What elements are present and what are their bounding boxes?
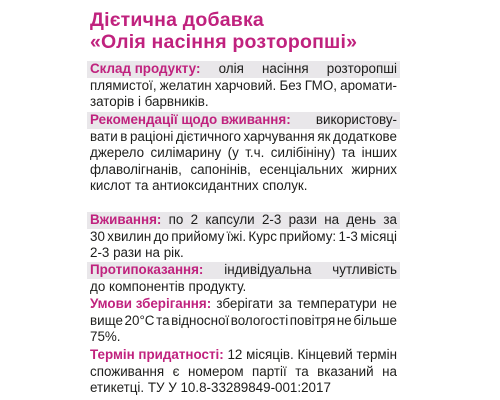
body-word: додаткове: [333, 128, 397, 144]
section-contraindications: [90, 262, 397, 295]
body-word: етикетці. ТУ У 10.8-33289849-001:2017: [90, 380, 331, 396]
body-word: споживання: [90, 363, 165, 379]
text-line: [90, 178, 397, 195]
body-word: до компонентів продукту.: [90, 278, 247, 294]
text-line: [90, 94, 397, 111]
text-line: [90, 162, 397, 179]
body-word: є: [172, 363, 180, 379]
text-line: [90, 112, 397, 129]
body-word: силімарину: [150, 145, 222, 161]
body-word: плямистої,: [90, 77, 157, 93]
section-composition: [90, 61, 397, 111]
body-word: прийому: [171, 228, 225, 244]
text-line: [90, 313, 397, 330]
body-word: та: [341, 145, 356, 161]
body-word: термін: [356, 347, 397, 362]
body-word: більше: [353, 312, 397, 328]
body-word: та: [156, 312, 170, 328]
body-word: насіння: [262, 61, 309, 76]
text-line: [90, 145, 397, 162]
body-word: олія: [218, 61, 244, 76]
body-word: вище: [90, 312, 123, 328]
body-word: партії: [252, 363, 287, 379]
body-word: вказаний: [317, 363, 374, 379]
body-word: номером: [187, 363, 244, 379]
text-line: [90, 279, 397, 296]
body-word: ГМО,: [304, 77, 337, 93]
text-line: [90, 329, 397, 346]
body-word: місяців.: [246, 347, 294, 362]
section-label: Рекомендації щодо вживання:: [90, 112, 291, 127]
body-word: раціоні: [129, 128, 174, 144]
text-line: [90, 229, 397, 246]
section-usage: [90, 212, 397, 262]
product-name-heading: «Олія насіння розторопші»: [90, 31, 358, 53]
body-word: температури: [297, 296, 377, 311]
body-word: зберігати: [216, 296, 274, 311]
body-word: в: [120, 128, 128, 144]
body-word: харчування: [243, 128, 315, 144]
body-word: аромати-: [340, 77, 397, 93]
body-word: використову-: [315, 112, 397, 127]
body-word: 20°С: [124, 312, 155, 328]
body-word: індивідуальна: [224, 262, 312, 277]
body-word: та: [295, 363, 309, 379]
text-line: [90, 380, 397, 397]
body-word: 2-3: [261, 212, 282, 227]
body-word: до: [153, 228, 169, 244]
body-word: рази: [288, 212, 317, 227]
body-word: 1-3: [338, 228, 358, 244]
body-word: джерело: [90, 145, 145, 161]
body-word: 2: [190, 212, 199, 227]
text-line: [90, 364, 397, 381]
text-line: [90, 129, 397, 146]
body-word: не: [336, 312, 352, 328]
body-word: жирних: [351, 161, 397, 177]
text-line: [90, 296, 397, 313]
body-word: день: [346, 212, 377, 227]
body-word: чутливість: [332, 262, 397, 277]
body-word: як: [317, 128, 331, 144]
body-word: флаволігнанів,: [90, 161, 182, 177]
body-word: капсули: [205, 212, 255, 227]
body-word: повітря: [289, 312, 336, 328]
body-word: по: [168, 212, 184, 227]
section-storage: [90, 296, 397, 346]
body-word: Курс: [248, 228, 277, 244]
body-word: кислот та антиоксидантних сполук.: [90, 178, 308, 194]
body-word: дієтичного: [175, 128, 241, 144]
body-word: вати: [90, 128, 118, 144]
body-word: сапонінів,: [190, 161, 251, 177]
body-word: (у: [227, 145, 239, 161]
body-word: за: [278, 296, 292, 311]
body-word: 2-3 рази на рік.: [90, 245, 184, 261]
section-label: Протипоказання:: [90, 262, 204, 277]
text-line: [90, 347, 397, 364]
section-label: Вживання:: [90, 212, 162, 227]
section-recommendations: [90, 112, 397, 195]
body-word: прийому:: [279, 228, 337, 244]
body-word: вологості: [230, 312, 289, 328]
body-word: хвилин: [107, 228, 152, 244]
body-word: 30: [90, 228, 105, 244]
body-word: на: [324, 212, 340, 227]
product-type-heading: Дієтична добавка: [90, 9, 264, 31]
body-word: 75%.: [90, 329, 121, 345]
body-word: есенціальних: [259, 161, 343, 177]
text-line: [90, 61, 397, 78]
section-label: Склад продукту:: [90, 61, 201, 76]
body-word: силібініну): [270, 145, 336, 161]
body-word: желатин: [159, 77, 212, 93]
text-line: [90, 245, 397, 262]
body-word: заторів і барвників.: [90, 94, 209, 110]
body-word: на: [382, 363, 397, 379]
text-line: [90, 262, 397, 279]
body-word: Кінцевий: [297, 347, 353, 362]
body-word: інших: [361, 145, 397, 161]
body-word: т.ч.: [245, 145, 265, 161]
body-word: відносної: [171, 312, 230, 328]
body-word: розторопші: [326, 61, 397, 76]
body-word: 12: [227, 347, 243, 362]
text-line: [90, 212, 397, 229]
section-shelf-life: [90, 347, 397, 397]
text-line: [90, 78, 397, 95]
section-label: Термін придатності:: [90, 347, 224, 362]
body-word: Без: [279, 77, 302, 93]
body-word: місяці: [360, 228, 397, 244]
body-word: їжі.: [226, 228, 247, 244]
section-label: Умови зберігання:: [90, 296, 212, 311]
body-word: за: [383, 212, 397, 227]
body-word: не: [382, 296, 397, 311]
body-word: харчовий.: [214, 77, 277, 93]
